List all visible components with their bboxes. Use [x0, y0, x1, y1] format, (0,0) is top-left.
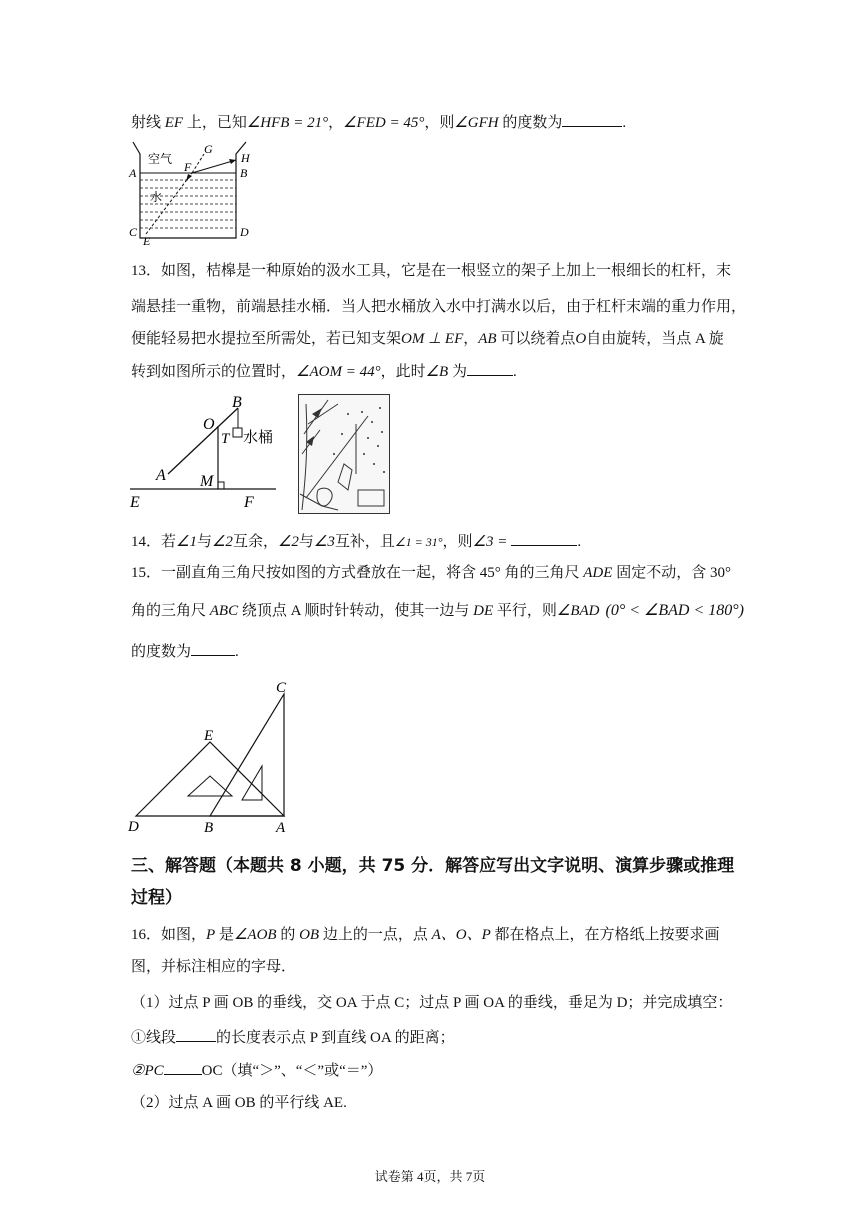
section-heading: 三、解答题（本题共 8 小题，共 75 分．解答应写出文字说明、演算步骤或推理 — [131, 856, 735, 876]
q14-line: 14．若∠1与∠2互余，∠2与∠3互补，且∠1 = 31°，则∠3 = . — [131, 530, 581, 552]
q16-part1b: ②PC OC（填“＞”、“＜”或“＝”） — [131, 1059, 382, 1081]
answer-blank[interactable] — [467, 360, 513, 376]
label-E: E — [204, 728, 214, 744]
q13-lever-figure — [128, 390, 288, 510]
q13-line1: 13．如图，桔槔是一种原始的汲水工具，它是在一根竖立的架子上加上一根细长的杠杆，末 — [131, 263, 732, 279]
answer-blank[interactable] — [164, 1059, 202, 1075]
q15-triangle-figure — [126, 676, 298, 838]
q12-refraction-figure — [128, 140, 258, 246]
label-C: C — [276, 680, 287, 696]
label-B: B — [232, 394, 242, 411]
answer-blank[interactable] — [562, 111, 622, 127]
q16-part1: （1）过点 P 画 OB 的垂线，交 OA 于点 C；过点 P 画 OA 的垂线，垂足为 D；并完成填空： — [131, 995, 733, 1011]
label-A: A — [156, 467, 166, 484]
label-water: 水 — [150, 190, 163, 204]
answer-blank[interactable] — [191, 640, 235, 656]
q16-line2: 图，并标注相应的字母． — [131, 959, 297, 975]
label-H: H — [241, 151, 250, 165]
label-E: E — [143, 234, 151, 246]
q16-line1: 16．如图，P 是∠AOB 的 OB 边上的一点，点 A、O、P 都在格点上，在方格纸上按要求画 — [131, 927, 720, 943]
q15-line2: 角的三角尺 ABC 绕顶点 A 顺时针转动，使其一边与 DE 平行，则∠BAD (0° < ∠BAD < 180°) — [131, 602, 744, 619]
label-air: 空气 — [148, 152, 173, 166]
q13-well-sweep-illustration — [298, 394, 390, 514]
label-O: O — [203, 416, 215, 433]
label-G: G — [204, 142, 213, 156]
label-C: C — [129, 225, 138, 239]
label-M: M — [200, 473, 214, 490]
label-T: T — [221, 431, 230, 447]
page-footer: 试卷第 4页，共 7页 — [374, 1169, 486, 1184]
q15-line1: 15．一副直角三角尺按如图的方式叠放在一起，将含 45° 角的三角尺 ADE 固定不动，含 30° — [131, 565, 731, 581]
q16-part2: （2）过点 A 画 OB 的平行线 AE. — [131, 1095, 347, 1111]
label-E: E — [130, 494, 140, 510]
label-F: F — [244, 494, 254, 510]
q13-line3: 便能轻易把水提拉至所需处，若已知支架OM ⊥ EF，AB 可以绕着点O自由旋转，当点 A 旋 — [131, 331, 724, 347]
q13-line2: 端悬挂一重物，前端悬挂水桶．当人把水桶放入水中打满水以后，由于杠杆末端的重力作用， — [131, 299, 747, 315]
label-D: D — [240, 225, 249, 239]
section-heading-cont: 过程） — [131, 888, 182, 908]
q16-part1a: ①线段 的长度表示点 P 到直线 OA 的距离； — [131, 1026, 455, 1048]
q12-text-line: 射线 EF 上，已知∠HFB = 21°，∠FED = 45°，则∠GFH 的度数为 . — [131, 111, 626, 133]
label-D: D — [128, 819, 139, 835]
label-F: F — [184, 160, 192, 174]
q13-line4: 转到如图所示的位置时，∠AOM = 44°，此时∠B 为 . — [131, 360, 517, 382]
label-B: B — [240, 166, 248, 180]
answer-blank[interactable] — [176, 1026, 216, 1042]
label-B: B — [204, 820, 214, 836]
label-A: A — [129, 166, 137, 180]
label-A: A — [276, 820, 286, 836]
answer-blank[interactable] — [511, 530, 577, 546]
q15-line3: 的度数为 . — [131, 640, 239, 662]
label-bucket: 水桶 — [243, 430, 274, 446]
